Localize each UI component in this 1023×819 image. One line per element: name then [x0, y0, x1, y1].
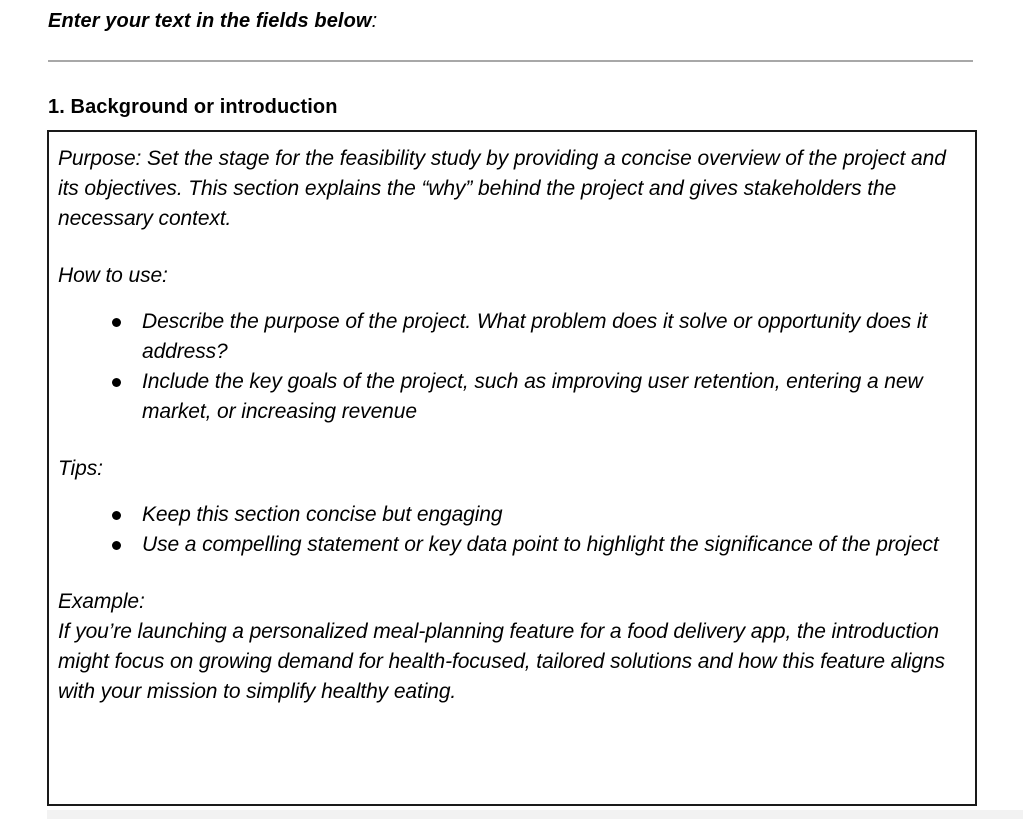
list-item [58, 500, 967, 530]
purpose-paragraph: Purpose: Set the stage for the feasibility study by providing a concise overview of the project and its objectives. This section explains the “why” behind the project and gives stakeholders the necessary context. [58, 147, 946, 230]
page-bottom-edge-left-gap [0, 810, 47, 819]
tips-bullet-list [58, 500, 967, 560]
list-item [58, 367, 967, 427]
page-bottom-edge [0, 810, 1023, 819]
how-to-use-label: How to use: [58, 264, 168, 287]
list-item-text: Keep this section concise but engaging [142, 503, 503, 526]
tips-label: Tips: [58, 457, 103, 480]
list-item [58, 530, 967, 560]
text-entry-field-content [58, 144, 967, 707]
instruction-heading [48, 10, 377, 33]
text-entry-field[interactable] [47, 130, 977, 806]
how-to-use-bullet-list [58, 307, 967, 427]
horizontal-divider [48, 60, 973, 62]
list-item-text: Include the key goals of the project, such as improving user retention, entering a new market, or increasing revenue [142, 370, 923, 423]
list-item-text: Describe the purpose of the project. What problem does it solve or opportunity does it address? [142, 310, 928, 363]
bullet-dot-icon [112, 378, 121, 387]
section-heading: 1. Background or introduction [48, 96, 338, 118]
instruction-heading-text: Enter your text in the fields below [48, 10, 372, 32]
list-item-text: Use a compelling statement or key data point to highlight the significance of the project [142, 533, 939, 556]
example-label: Example: [58, 590, 145, 613]
bullet-dot-icon [112, 511, 121, 520]
instruction-heading-colon: : [371, 10, 378, 32]
example-paragraph: If you’re launching a personalized meal-planning feature for a food delivery app, the introduction might focus on growing demand for health-focused, tailored solutions and how this feature aligns with your mission to simplify healthy eating. [58, 620, 945, 703]
list-item [58, 307, 967, 367]
bullet-dot-icon [112, 318, 121, 327]
bullet-dot-icon [112, 541, 121, 550]
